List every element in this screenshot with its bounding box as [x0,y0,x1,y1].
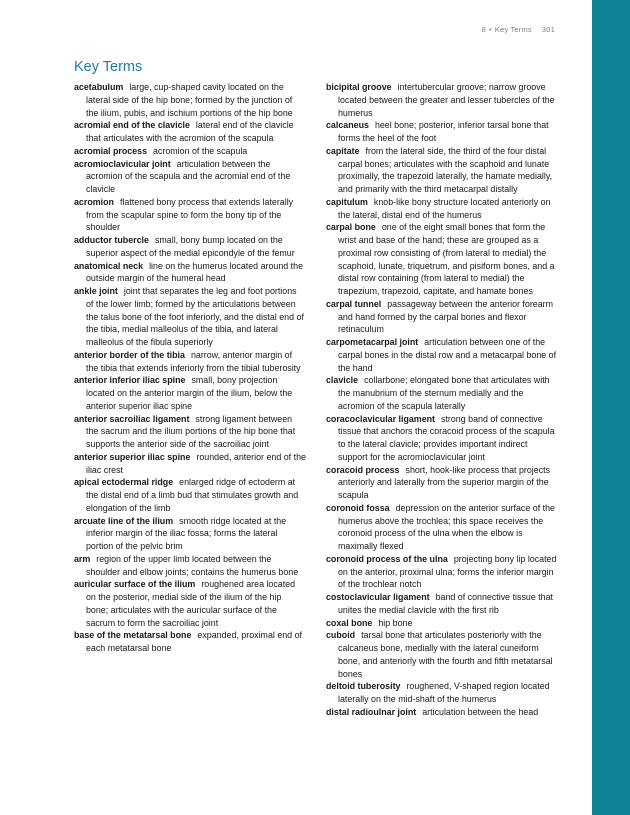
glossary-term: costoclavicular ligament [326,592,430,602]
glossary-entry [74,629,306,655]
glossary-entry [326,591,558,617]
glossary-term: ankle joint [74,286,118,296]
glossary-term: base of the metatarsal bone [74,630,192,641]
glossary-term: coracoid process [326,464,400,475]
glossary-entry [326,629,558,680]
glossary-entry [326,221,558,298]
glossary-entry [74,285,306,349]
chapter-number: 8 [481,25,486,34]
glossary-entry [74,515,306,553]
glossary-term: capitate [326,145,360,156]
glossary-definition: roughened, V-shaped region located laterally on the mid-shaft of the humerus [338,681,550,704]
glossary-term: coronoid fossa [326,502,390,513]
glossary-term: acromial end of the clavicle [74,120,190,131]
page-number: 301 [541,25,555,34]
glossary-definition: depression on the anterior surface of the humerus above the trochlea; this space receives the coronoid process of the ulna when the elbow is maximally flexed [338,502,555,551]
glossary-definition: large, cup-shaped cavity located on the lateral side of the hip bone; formed by the junction of the ilium, pubis, and ischium portions of the hip bone [86,82,293,118]
glossary-entry [74,374,306,412]
glossary-entry [326,502,558,553]
glossary-term: arcuate line of the ilium [74,515,174,526]
glossary-definition: articulation between the acromion of the scapula and the acromial end of the clavicle [86,158,291,194]
glossary-entry [326,706,558,719]
glossary-definition: flattened bony process that extends laterally from the scapular spine to form the bony tip of the shoulder [86,196,294,233]
glossary-term: acromion [74,196,114,207]
glossary-definition: smooth ridge located at the inferior margin of the iliac fossa; forms the lateral portion of the pelvic brim [86,515,287,551]
glossary-term: arm [74,553,91,564]
glossary-entry [326,119,558,145]
glossary-definition: rounded, anterior end of the iliac crest [86,451,306,475]
glossary-definition: lateral end of the clavicle that articulates with the acromion of the scapula [86,120,294,143]
glossary-term: auricular surface of the ilium [74,579,196,590]
glossary-definition: knob-like bony structure located anteriorly on the lateral, distal end of the humerus [338,196,551,220]
glossary-definition: one of the eight small bones that form the wrist and base of the hand; these are grouped as a proximal row consisting of (from lateral to medial) the scaphoid, lunate, triquetrum, and pisiform bones, and a distal row containing (from lateral to medial) the trapezium, trapezoid, capitate, and hamate bones [338,222,555,296]
glossary-entry [74,260,306,286]
glossary-term: carpal bone [326,222,376,233]
glossary-term: capitulum [326,196,368,207]
running-header [482,25,555,34]
glossary-term: carpometacarpal joint [326,337,419,347]
glossary-term: anatomical neck [74,260,144,271]
glossary-definition: tarsal bone that articulates posteriorly with the calcaneus bone, medially with the lateral cuneiform bone, and anteriorly with the fourth and fifth metatarsal bones [338,630,553,679]
glossary-term: clavicle [326,375,359,386]
glossary-term: anterior border of the tibia [74,349,185,360]
glossary-definition: enlarged ridge of ectoderm at the distal end of a limb bud that stimulates growth and elongation of the limb [86,477,299,513]
glossary-entry [326,374,558,412]
glossary-entry [326,298,558,336]
glossary-definition: band of connective tissue that unites the medial clavicle with the first rib [338,592,554,615]
glossary-term: cuboid [326,630,356,641]
glossary-entry [74,476,306,514]
glossary-term: coronoid process of the ulna [326,553,448,564]
glossary-definition: narrow, anterior margin of the tibia that extends inferiorly from the tibial tuberosity [86,349,301,373]
glossary-term: anterior superior iliac spine [74,451,191,462]
glossary-entry [74,81,306,119]
glossary-entry [326,145,558,196]
glossary-definition: region of the upper limb located between the shoulder and elbow joints; contains the humerus bone [86,553,299,577]
glossary-entry [74,413,306,451]
glossary-entry [326,81,558,119]
glossary-definition: roughened area located on the posterior, medial side of the ilium of the hip bone; articulates with the auricular surface of the sacrum to form the sacroiliac joint [86,579,296,628]
glossary-term: apical ectodermal ridge [74,477,174,488]
glossary-entry [74,158,306,196]
glossary-definition: joint that separates the leg and foot portions of the lower limb; formed by the articulations between the talus bone of the foot inferiorly, and the distal end of the tibia, medial malleolus of the tibia, and lateral malleolus of the fibula superiorly [86,286,304,347]
glossary-entry [326,464,558,502]
glossary-term: coracoclavicular ligament [326,413,436,424]
glossary-definition: articulation between the head [422,706,539,717]
glossary-entry [326,336,558,374]
glossary-entry [326,617,558,630]
glossary-entry [326,413,558,464]
glossary-definition: line on the humerus located around the outside margin of the humeral head [86,260,304,284]
glossary-entry [326,553,558,591]
glossary-term: acromial process [74,145,148,156]
glossary-entry [74,349,306,375]
glossary-term: coxal bone [326,617,373,628]
glossary-entry [74,553,306,579]
section-title: Key Terms [74,59,143,75]
glossary-definition: collarbone; elongated bone that articulates with the manubrium of the sternum medially and the acromion of the scapula laterally [338,375,550,411]
glossary-entry [74,196,306,234]
glossary-definition: projecting bony lip located on the anterior, proximal ulna; forms the inferior margin of the trochlear notch [338,553,557,590]
chapter-color-bar [592,0,630,815]
glossary-definition: short, hook-like process that projects anteriorly and laterally from the superior margin of the scapula [338,464,551,500]
glossary-column-right [326,81,558,719]
glossary-term: anterior inferior iliac spine [74,375,186,386]
glossary-definition: strong ligament between the sacrum and the ilium portions of the hip bone that supports the anterior side of the sacroiliac joint [86,413,296,449]
glossary-definition: strong band of connective tissue that anchors the coracoid process of the scapula to the lateral clavicle; provides important indirect support for the acromioclavicular joint [338,413,555,462]
glossary-definition: small, bony projection located on the anterior margin of the ilium, below the anterior superior iliac spine [86,375,293,411]
glossary-definition: heel bone; posterior, inferior tarsal bone that forms the heel of the foot [338,120,549,143]
glossary-definition: expanded, proximal end of each metatarsal bone [86,630,302,653]
header-separator: • [488,25,492,34]
glossary-definition: hip bone [378,617,413,628]
glossary-entry [74,234,306,260]
glossary-term: adductor tubercle [74,235,149,245]
glossary-definition: acromion of the scapula [153,145,248,156]
glossary-entry [326,196,558,222]
glossary-term: carpal tunnel [326,298,382,309]
glossary-definition: from the lateral side, the third of the four distal carpal bones; articulates with the scaphoid and lunate proximally, the trapezoid laterally, the hamate medially, and primarily with the third metacarpal distally [338,145,553,194]
glossary-term: anterior sacroiliac ligament [74,413,190,424]
glossary-entry [326,680,558,706]
glossary-term: acromioclavicular joint [74,158,171,169]
glossary-term: calcaneus [326,120,369,131]
chapter-title: Key Terms [494,25,532,34]
glossary-definition: small, bony bump located on the superior aspect of the medial epicondyle of the femur [86,235,295,258]
glossary-definition: articulation between one of the carpal bones in the distal row and a metacarpal bone of the hand [338,337,557,373]
glossary-term: acetabulum [74,82,124,92]
glossary-column-left [74,81,306,655]
glossary-definition: passageway between the anterior forearm and hand formed by the carpal bones and flexor retinaculum [338,298,554,335]
glossary-entry [74,578,306,629]
glossary-term: bicipital groove [326,82,392,92]
glossary-term: deltoid tuberosity [326,681,401,692]
glossary-entry [74,145,306,158]
glossary-entry [74,119,306,145]
glossary-entry [74,451,306,477]
glossary-term: distal radioulnar joint [326,706,417,717]
glossary-definition: intertubercular groove; narrow groove located between the greater and lesser tubercles of the humerus [338,82,555,118]
